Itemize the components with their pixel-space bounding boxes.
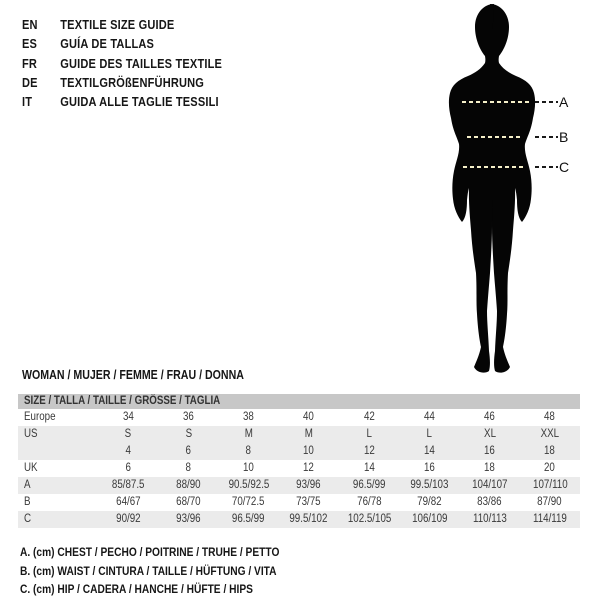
silhouette-path-mirror	[449, 4, 494, 373]
table-cell: 14	[363, 462, 375, 474]
table-cell: 88/90	[176, 479, 201, 491]
table-cell: 36	[182, 411, 194, 423]
woman-silhouette-svg	[422, 0, 582, 380]
table-cell: 110/113	[472, 513, 507, 525]
table-cell: 106/109	[411, 513, 448, 525]
table-cell: 10	[303, 445, 315, 457]
language-row	[22, 92, 222, 111]
language-row	[22, 34, 222, 53]
size-table	[18, 394, 580, 528]
section-title	[22, 368, 283, 382]
table-cell: 99.5/102	[289, 513, 328, 525]
table-cell: 79/82	[417, 496, 442, 508]
table-row	[18, 426, 580, 443]
table-cell: 70/72.5	[232, 496, 265, 508]
table-cell: 18	[484, 462, 496, 474]
language-label: TEXTILE SIZE GUIDE	[60, 17, 175, 32]
table-cell: L	[366, 428, 372, 440]
table-cell: 10	[243, 462, 255, 474]
legend-item-text: C. (cm) HIP / CADERA / HANCHE / HÜFTE / HIPS	[20, 582, 253, 597]
table-cell: 18	[544, 445, 556, 457]
section-title-text: WOMAN / MUJER / FEMME / FRAU / DONNA	[22, 368, 244, 382]
table-row-label: Europe	[24, 411, 56, 423]
table-cell: 12	[303, 462, 315, 474]
table-cell: 64/67	[115, 496, 141, 508]
size-table-header-text: SIZE / TALLA / TAILLE / GRÖSSE / TAGLIA	[24, 395, 221, 407]
language-block	[22, 15, 257, 111]
table-row	[18, 409, 580, 426]
table-cell: 73/75	[296, 496, 322, 508]
table-cell: L	[426, 428, 433, 440]
table-cell: 93/96	[176, 513, 201, 525]
table-cell: 6	[125, 462, 131, 474]
language-code: ES	[22, 36, 38, 52]
table-row-label: C	[24, 513, 32, 525]
table-cell: 44	[423, 411, 435, 423]
language-label: GUIDA ALLE TAGLIE TESSILI	[60, 94, 219, 110]
table-cell: 38	[243, 411, 255, 423]
table-cell: 107/110	[532, 479, 568, 491]
language-code: FR	[22, 55, 38, 71]
table-cell: 114/119	[532, 513, 567, 525]
table-row-label: UK	[24, 462, 38, 474]
table-cell: 16	[484, 445, 496, 457]
legend-item-text: A. (cm) CHEST / PECHO / POITRINE / TRUHE / PETTO	[20, 545, 280, 559]
table-cell: 6	[185, 445, 192, 457]
table-cell: 4	[125, 445, 131, 457]
table-cell: 90/92	[115, 513, 141, 525]
language-code: EN	[22, 17, 38, 32]
measurement-legend	[20, 543, 325, 599]
language-label: GUIDE DES TAILLES TEXTILE	[60, 55, 223, 71]
table-row-label: A	[24, 479, 31, 491]
table-row-label	[18, 443, 98, 460]
table-cell: 16	[423, 462, 435, 474]
language-code: IT	[22, 94, 33, 110]
table-cell: 99.5/103	[410, 479, 449, 491]
language-label: GUÍA DE TALLAS	[60, 36, 155, 52]
table-row-label: US	[24, 428, 38, 440]
table-cell: 85/87.5	[111, 479, 145, 491]
table-row-label: B	[24, 496, 31, 508]
table-row	[18, 511, 580, 528]
table-cell: 93/96	[296, 479, 322, 491]
table-cell: 46	[484, 411, 496, 423]
table-cell: 48	[544, 411, 556, 423]
language-row	[22, 73, 222, 92]
marker-label-chest: A	[559, 94, 569, 110]
language-row	[22, 54, 222, 73]
table-cell: 96.5/99	[352, 479, 386, 491]
table-cell: 20	[544, 462, 556, 474]
legend-item	[20, 562, 325, 581]
table-cell: XXL	[540, 428, 560, 440]
marker-label-hip: C	[559, 159, 570, 175]
table-row	[18, 443, 580, 460]
table-cell: 12	[363, 445, 375, 457]
table-cell: M	[244, 428, 253, 440]
legend-item	[20, 580, 325, 599]
table-cell: 8	[185, 462, 192, 474]
table-cell: S	[124, 428, 132, 440]
table-cell: 34	[122, 411, 134, 423]
table-cell: S	[185, 428, 192, 440]
language-row	[22, 15, 222, 34]
table-cell: 87/90	[537, 496, 563, 508]
table-cell: 83/86	[477, 496, 502, 508]
table-cell: 102.5/105	[347, 513, 391, 525]
legend-item-text: B. (cm) WAIST / CINTURA / TAILLE / HÜFTUNG / VITA	[20, 563, 277, 578]
table-cell: 14	[423, 445, 435, 457]
table-row	[18, 494, 580, 511]
table-cell: 40	[303, 411, 315, 423]
table-cell: 8	[245, 445, 252, 457]
table-cell: 96.5/99	[232, 513, 265, 525]
legend-item	[20, 543, 325, 562]
silhouette-path	[490, 4, 535, 373]
table-cell: XL	[483, 428, 496, 440]
language-label: TEXTILGRÖßENFÜHRUNG	[60, 74, 205, 90]
table-cell: 42	[363, 411, 375, 423]
table-row	[18, 477, 580, 494]
language-code: DE	[22, 74, 38, 90]
table-cell: 76/78	[356, 496, 382, 508]
marker-label-waist: B	[559, 129, 569, 145]
table-cell: M	[304, 428, 313, 440]
table-cell: 104/107	[471, 479, 508, 491]
table-row	[18, 460, 580, 477]
figure-area	[422, 0, 582, 380]
size-table-header	[18, 394, 580, 409]
size-table-rows	[18, 409, 580, 528]
table-cell: 90.5/92.5	[228, 479, 270, 491]
table-cell: 68/70	[176, 496, 201, 508]
